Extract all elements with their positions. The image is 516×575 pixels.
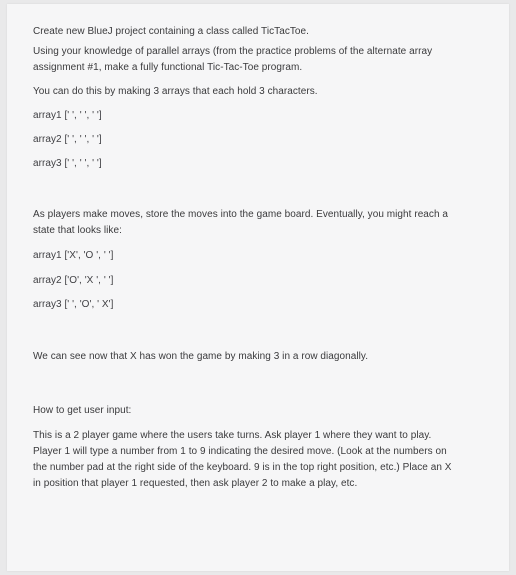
intro-line-2: assignment #1, make a fully functional Tic-Tac-Toe program.	[33, 62, 303, 73]
setup-line: You can do this by making 3 arrays that each hold 3 characters.	[33, 86, 318, 97]
empty-array-3: array3 [' ', ' ', ' ']	[33, 158, 102, 169]
moves-line-2: state that looks like:	[33, 225, 122, 236]
empty-array-2: array2 [' ', ' ', ' ']	[33, 134, 102, 145]
title-line: Create new BlueJ project containing a class called TicTacToe.	[33, 26, 309, 37]
input-line-4: in position that player 1 requested, then ask player 2 to make a play, etc.	[33, 478, 358, 489]
input-heading: How to get user input:	[33, 405, 132, 416]
input-line-1: This is a 2 player game where the users take turns. Ask player 1 where they want to play.	[33, 430, 432, 441]
input-line-2: Player 1 will type a number from 1 to 9 indicating the desired move. (Look at the numbers on	[33, 446, 447, 457]
empty-array-1: array1 [' ', ' ', ' ']	[33, 110, 102, 121]
filled-array-1: array1 ['X', 'O ', ' ']	[33, 250, 114, 261]
filled-array-2: array2 ['O', 'X ', ' ']	[33, 275, 114, 286]
filled-array-3: array3 [' ', 'O', ' X']	[33, 299, 114, 310]
input-line-3: the number pad at the right side of the keyboard. 9 is in the top right position, etc.) Place an X	[33, 462, 452, 473]
intro-line-1: Using your knowledge of parallel arrays (from the practice problems of the alternate array	[33, 46, 433, 57]
win-line: We can see now that X has won the game by making 3 in a row diagonally.	[33, 351, 369, 362]
moves-line-1: As players make moves, store the moves into the game board. Eventually, you might reach a	[33, 209, 449, 220]
